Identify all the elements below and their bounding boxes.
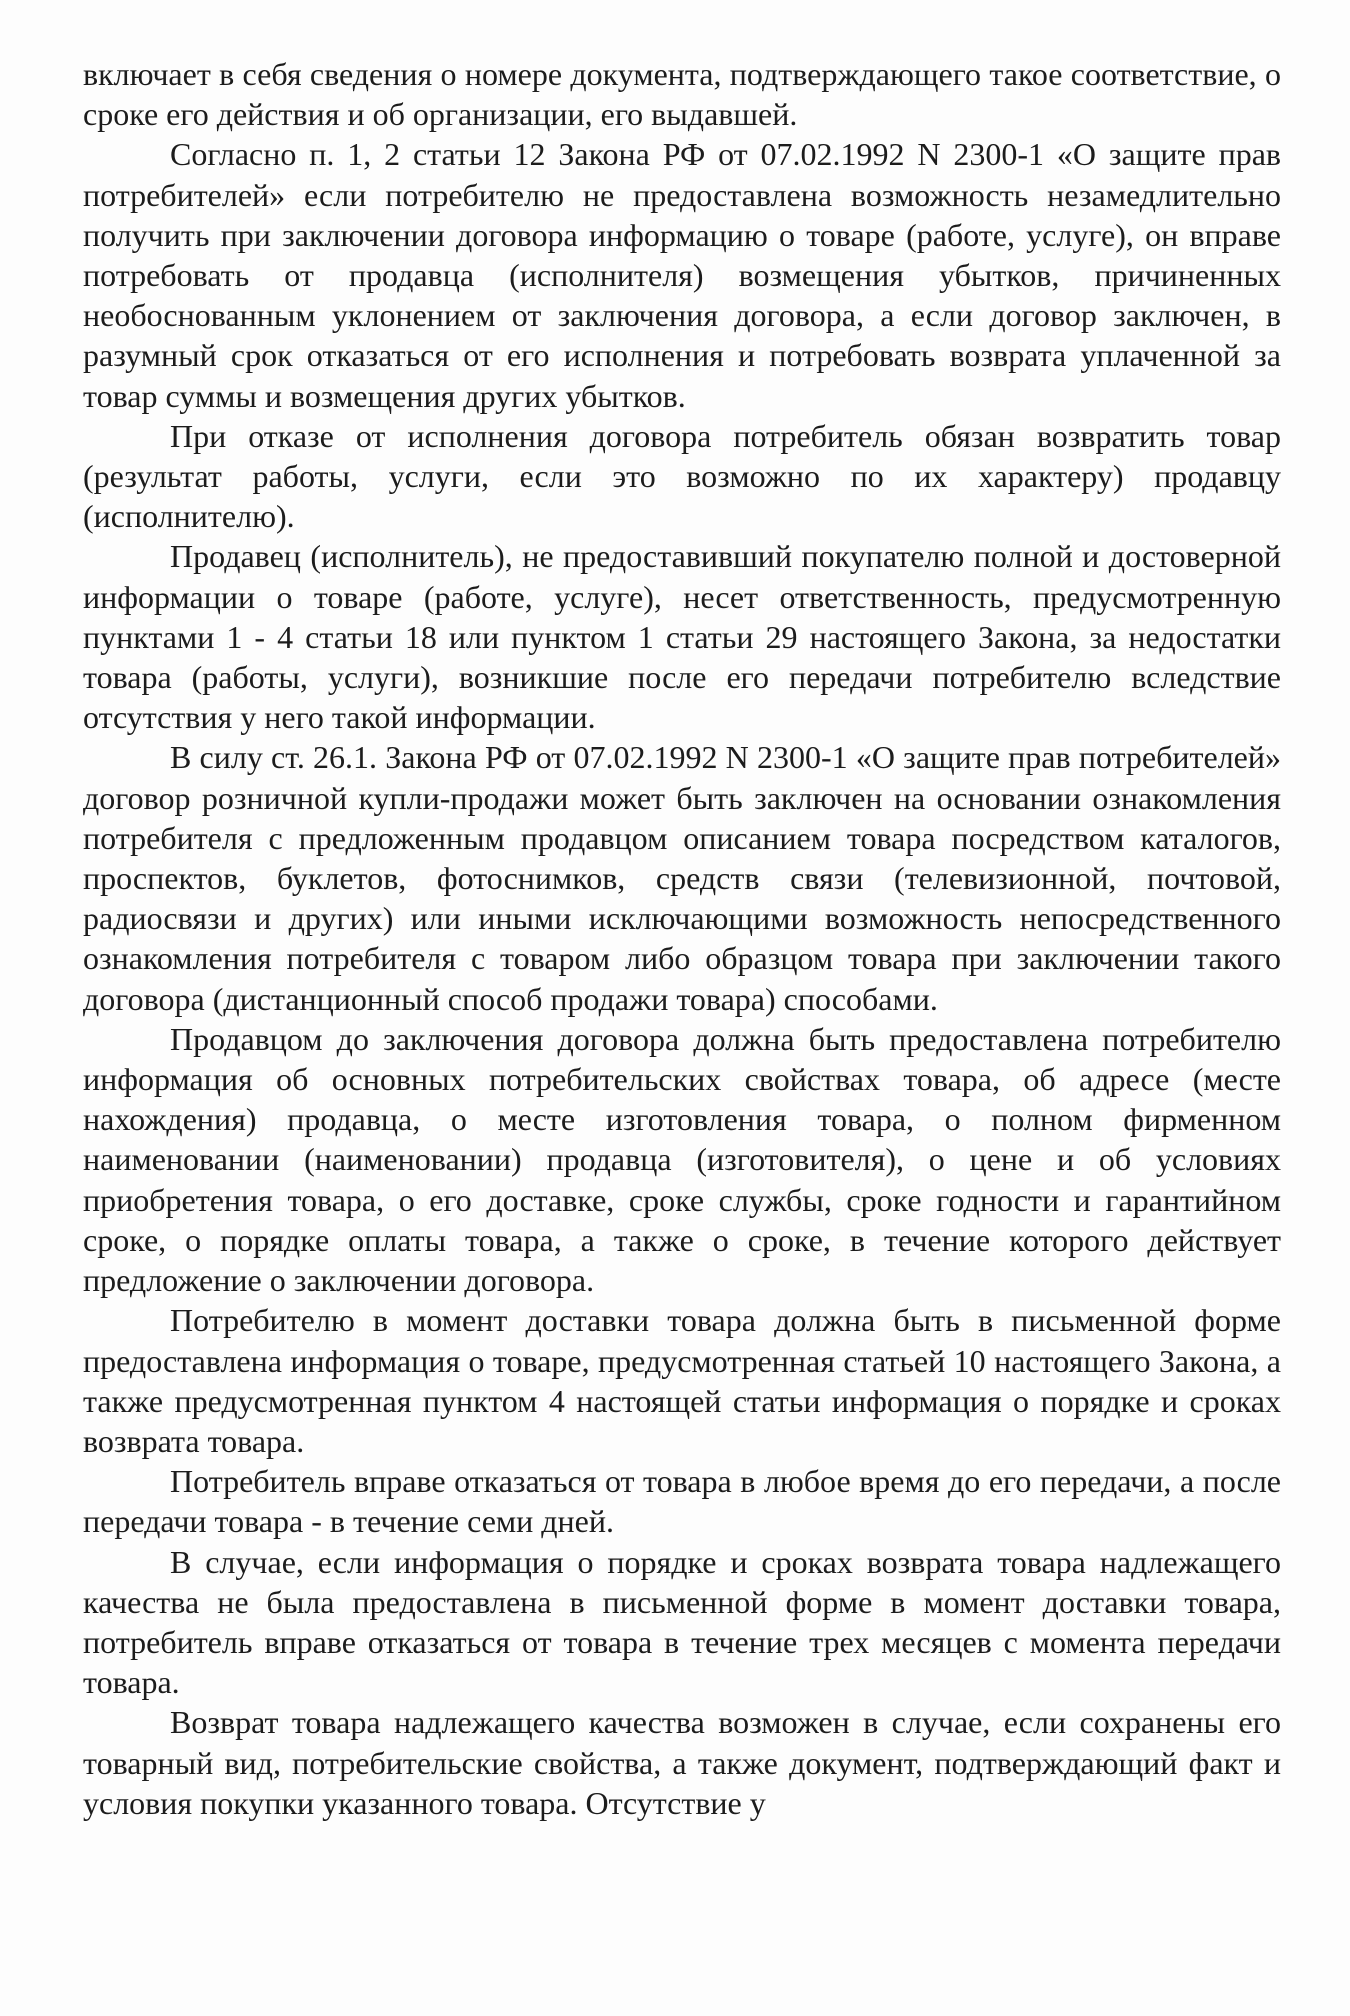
paragraph-right-to-refuse: Потребитель вправе отказаться от товара в любое время до его передачи, а после передачи товара - в течение семи дней. bbox=[83, 1463, 1281, 1540]
paragraph-article-12: Согласно п. 1, 2 статьи 12 Закона РФ от 07.02.1992 N 2300-1 «О защите прав потребителей» если потребителю не предоставлена возможность незамедлительно получить при заключении договора информацию о товаре (работе, услуге), он вправе потребовать от продавца (исполнителя) возмещения убытков, причиненных необоснованным уклонением от заключения договора, а если договор заключен, в разумный срок отказаться от его исполнения и потребовать возврата уплаченной за товар суммы и возмещения других убытков. bbox=[83, 136, 1281, 414]
paragraph-seller-liability: Продавец (исполнитель), не предоставивший покупателю полной и достоверной информации о товаре (работе, услуге), несет ответственность, предусмотренную пунктами 1 - 4 статьи 18 или пунктом 1 статьи 29 настоящего Закона, за недостатки товара (работы, услуги), возникшие после его передачи потребителю вследствие отсутствия у него такой информации. bbox=[83, 538, 1281, 736]
paragraph-continuation: включает в себя сведения о номере документа, подтверждающего такое соответствие, о сроке его действия и об организации, его выдавшей. bbox=[83, 56, 1281, 133]
paragraph-return-conditions: Возврат товара надлежащего качества возможен в случае, если сохранены его товарный вид, потребительские свойства, а также документ, подтверждающий факт и условия покупки указанного товара. Отсутствие у bbox=[83, 1704, 1281, 1821]
paragraph-three-months: В случае, если информация о порядке и сроках возврата товара надлежащего качества не была предоставлена в письменной форме в момент доставки товара, потребитель вправе отказаться от товара в течение трех месяцев с момента передачи товара. bbox=[83, 1543, 1281, 1701]
document-body bbox=[83, 54, 1281, 1823]
paragraph-seller-information: Продавцом до заключения договора должна быть предоставлена потребителю информация об основных потребительских свойствах товара, об адресе (месте нахождения) продавца, о месте изготовления товара, о полном фирменном наименовании (наименовании) продавца (изготовителя), о цене и об условиях приобретения товара, о его доставке, сроке службы, сроке годности и гарантийном сроке, о порядке оплаты товара, а также о сроке, в течение которого действует предложение о заключении договора. bbox=[83, 1020, 1281, 1299]
paragraph-delivery-information: Потребителю в момент доставки товара должна быть в письменной форме предоставлена информация о товаре, предусмотренная статьей 10 настоящего Закона, а также предусмотренная пунктом 4 настоящей статьи информация о порядке и сроках возврата товара. bbox=[83, 1302, 1281, 1459]
paragraph-article-26-1: В силу ст. 26.1. Закона РФ от 07.02.1992 N 2300-1 «О защите прав потребителей» договор розничной купли-продажи может быть заключен на основании ознакомления потребителя с предложенным продавцом описанием товара посредством каталогов, проспектов, буклетов, фотоснимков, средств связи (телевизионной, почтовой, радиосвязи и других) или иными исключающими возможность непосредственного ознакомления потребителя с товаром либо образцом товара при заключении такого договора (дистанционный способ продажи товара) способами. bbox=[83, 739, 1281, 1017]
paragraph-refusal-return: При отказе от исполнения договора потребитель обязан возвратить товар (результат работы, услуги, если это возможно по их характеру) продавцу (исполнителю). bbox=[83, 417, 1281, 535]
